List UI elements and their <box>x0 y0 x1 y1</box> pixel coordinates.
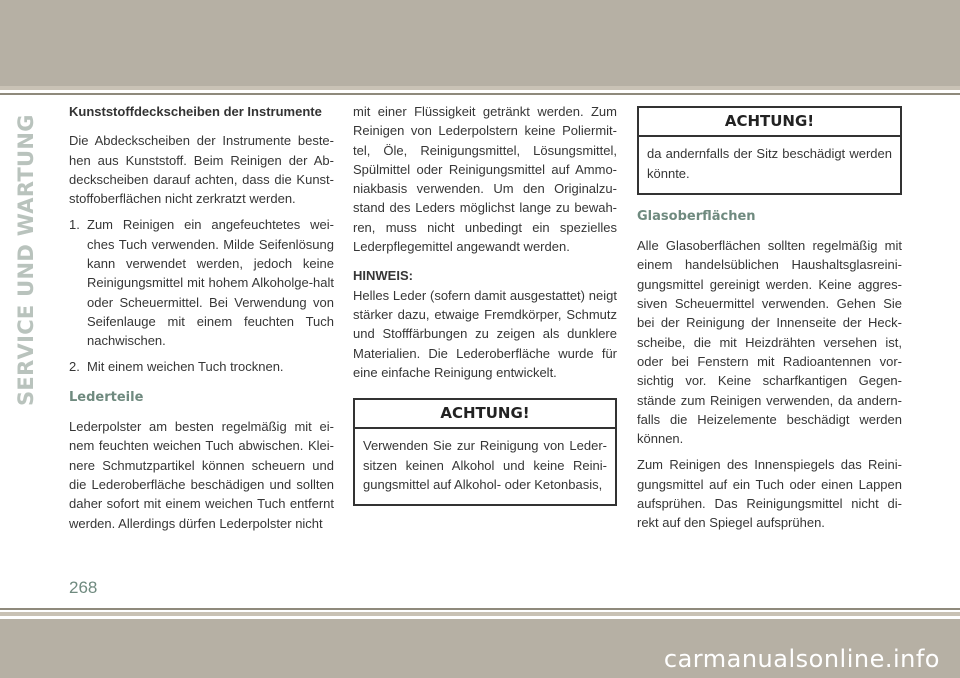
watermark-text: carmanualsonline.info <box>663 645 940 673</box>
glass-paragraph-2: Zum Reinigen des Innenspiegels das Reini-gungsmittel auf ein Tuch oder einen Lappen aufsprühen. Das Reinigungsmittel nicht di-rekt auf den Spiegel aufsprühen. <box>637 457 902 531</box>
heading-instrument-covers: Kunststoffdeckscheiben der Instrumente <box>69 104 322 119</box>
step-number: 2. <box>69 358 80 374</box>
warning-box <box>353 398 617 506</box>
side-section-label: SERVICE UND WARTUNG <box>14 114 38 406</box>
glass-paragraph-1: Alle Glasoberflächen sollten regelmäßig mit einem handelsüblichen Haushaltsglasreini-gungsmittel gereinigt werden. Keine aggres-siven Scheuermittel verwenden. Gehen Sie bei der Reinigung der Innenseite der Heck-scheibe, die mit Heizdrähten versehen ist, oder bei Fenstern mit Radioantennen vor-sichtig vor. Keine scharfkantigen Gegen-stände zum Reinigen verwenden, da andern-falls die Heizelemente beschädigt werden können. <box>637 238 902 447</box>
warning-text: da andernfalls der Sitz beschädigt werden könnte. <box>647 146 892 181</box>
leather-paragraph: Lederpolster am besten regelmäßig mit ei-nem feuchten weichen Tuch abwischen. Klei-nere Schmutzpartikel können scheuern und die Lederoberfläche beschädigen und sollten daher sofort mit einem weichen Tuch entfernt werden. Allerdings dürfen Lederpolster nicht <box>69 419 334 531</box>
intro-paragraph: Die Abdeckscheiben der Instrumente beste-hen aus Kunststoff. Beim Reinigen der Ab-deckscheiben darauf achten, dass die Kunst-stoffoberflächen nicht zerkratzt werden. <box>69 133 334 207</box>
section-heading-leather: Lederteile <box>69 389 144 405</box>
list-item <box>69 215 334 350</box>
column-left <box>69 102 334 540</box>
step-text: Mit einem weichen Tuch trocknen. <box>87 358 284 374</box>
column-right <box>637 102 902 540</box>
footer-rule <box>0 612 960 616</box>
warning-title: ACHTUNG! <box>355 400 615 429</box>
warning-title: ACHTUNG! <box>639 108 900 137</box>
leather-continuation: mit einer Flüssigkeit getränkt werden. Zum Reinigen von Lederpolstern keine Poliermit-tel, Öle, Reinigungsmittel, Lösungsmittel, Spülmittel oder Reinigungsmittel auf Ammo-niakbasis verwenden. Um den Originalzu-stand des Leders möglichst lange zu bewah-ren, muss nicht unbedingt ein spezielles Lederpflegemittel angewandt werden. <box>353 104 617 255</box>
warning-text: Verwenden Sie zur Reinigung von Leder-sitzen keinen Alkohol und keine Reini-gungsmittel auf Alkohol- oder Ketonbasis, <box>363 438 607 493</box>
note-heading: HINWEIS: <box>353 268 413 284</box>
section-heading-glass: Glasoberflächen <box>637 208 756 224</box>
warning-box-continued <box>637 106 902 195</box>
list-item <box>69 357 334 376</box>
header-band <box>0 0 960 86</box>
page-number: 268 <box>69 578 98 597</box>
step-text: Zum Reinigen ein angefeuchtetes wei-ches Tuch verwenden. Milde Seifenlösung kann verwendet werden, jedoch keine Reinigungsmittel mit hohem Alkoholge-halt oder Scheuermittel. Bei Verwendung von Seifenlauge mit einem feuchten Tuch nachwischen. <box>87 217 334 349</box>
column-middle <box>353 102 617 506</box>
note-text: Helles Leder (sofern damit ausgestattet) neigt stärker dazu, etwaige Fremdkörper, Schmutz und Stofffärbungen zu zeigen als dunklere Materialien. Die Lederoberfläche wurde für eine einfache Reinigung entwickelt. <box>353 287 617 380</box>
step-number: 1. <box>69 217 80 233</box>
footer-rule-dark <box>0 608 960 610</box>
header-rule <box>0 86 960 90</box>
header-rule-dark <box>0 93 960 95</box>
steps-list <box>69 215 334 375</box>
